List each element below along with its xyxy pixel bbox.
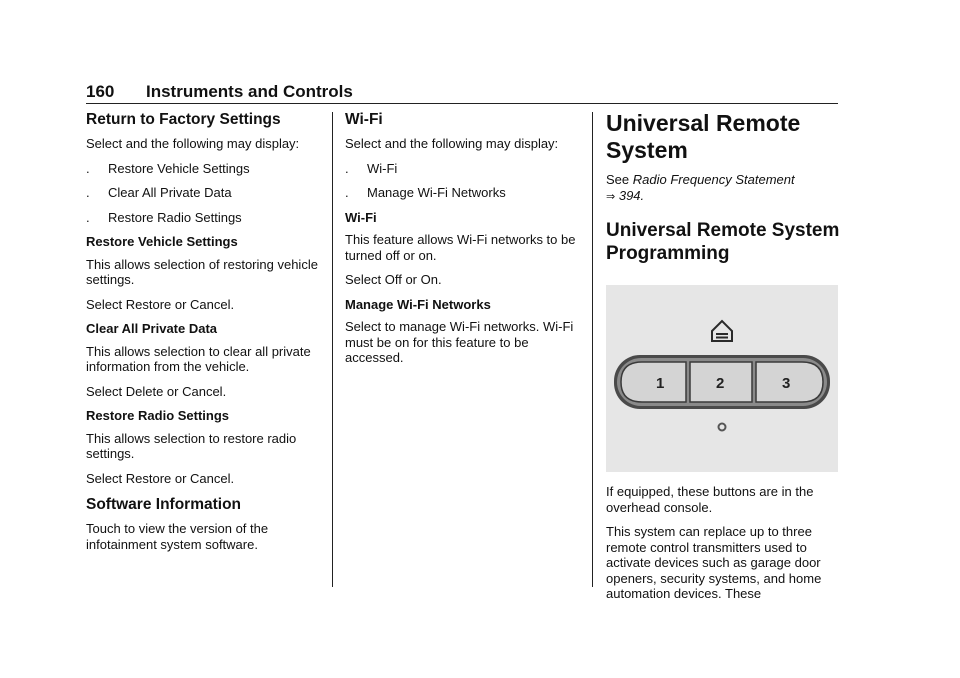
- button-1-label: 1: [656, 375, 665, 392]
- heading-wifi: Wi-Fi: [345, 111, 383, 128]
- column-right: [606, 110, 840, 611]
- subheading: Manage Wi-Fi Networks: [345, 296, 491, 312]
- bullet-text: Manage Wi-Fi Networks: [367, 185, 506, 200]
- remote-button-3[interactable]: [756, 362, 823, 402]
- remote-button-2[interactable]: [690, 362, 752, 402]
- button-2-label: 2: [716, 375, 725, 392]
- paragraph: Select Delete or Cancel.: [86, 383, 227, 399]
- column-left: [86, 110, 318, 561]
- bullet-text: Restore Vehicle Settings: [108, 160, 250, 176]
- paragraph: Select Restore or Cancel.: [86, 470, 235, 486]
- bullet-text: Wi-Fi: [367, 160, 398, 176]
- garage-icon: [712, 321, 732, 341]
- page-header: [86, 82, 838, 104]
- indicator-light-icon: [719, 424, 726, 431]
- paragraph: If equipped, these buttons are in the overhead console.: [606, 484, 814, 515]
- bullet: .: [345, 160, 349, 176]
- list-item: [86, 185, 318, 201]
- list-item: [345, 161, 577, 177]
- bullet: .: [345, 185, 349, 200]
- paragraph: Select to manage Wi-Fi networks. Wi-Fi must be on for this feature to be accessed.: [345, 319, 574, 365]
- subheading: Wi-Fi: [345, 209, 377, 225]
- section-title: Instruments and Controls: [146, 82, 353, 101]
- console-svg: [606, 285, 838, 472]
- bullet: .: [86, 209, 90, 225]
- heading-software-information: Software Information: [86, 496, 242, 513]
- heading-programming: Universal Remote System Programming: [606, 220, 840, 264]
- reference-link[interactable]: Radio Frequency Statement: [632, 172, 795, 187]
- paragraph: Select and the following may display:: [86, 136, 300, 151]
- column-middle: [345, 110, 577, 375]
- list-item: [86, 161, 318, 177]
- bullet: .: [86, 160, 90, 176]
- paragraph: This system can replace up to three remote control transmitters used to activate devices such as garage door openers, security systems, and home automation devices. These: [606, 524, 822, 601]
- remote-button-1[interactable]: [621, 362, 686, 402]
- list-item: [86, 210, 318, 226]
- paragraph: This allows selection to restore radio settings.: [86, 430, 297, 461]
- paragraph: Select and the following may display:: [345, 136, 559, 151]
- bullet: .: [86, 185, 90, 200]
- see-label: See: [606, 172, 630, 187]
- paragraph: Select Off or On.: [345, 272, 442, 287]
- column-divider: [592, 112, 593, 587]
- page-number: 160: [86, 82, 115, 101]
- bullet-text: Clear All Private Data: [108, 185, 232, 200]
- paragraph: This allows selection to clear all private information from the vehicle.: [86, 343, 311, 374]
- bullet-text: Restore Radio Settings: [108, 209, 242, 225]
- page-reference: 394.: [618, 187, 645, 203]
- page-ref-icon: ⇒: [606, 190, 616, 203]
- subheading: Clear All Private Data: [86, 321, 218, 336]
- subheading: Restore Vehicle Settings: [86, 234, 238, 249]
- cross-reference: [606, 172, 840, 205]
- button-3-label: 3: [782, 375, 791, 392]
- heading-factory-settings: Return to Factory Settings: [86, 111, 281, 128]
- subheading: Restore Radio Settings: [86, 408, 230, 423]
- paragraph: Select Restore or Cancel.: [86, 296, 235, 312]
- heading-universal-remote: Universal Remote System: [606, 110, 801, 163]
- column-divider: [332, 112, 333, 587]
- list-item: [345, 185, 577, 201]
- remote-buttons-illustration: [606, 285, 838, 472]
- paragraph: This allows selection of restoring vehicle settings.: [86, 256, 318, 287]
- paragraph: Touch to view the version of the infotainment system software.: [86, 521, 269, 552]
- paragraph: This feature allows Wi-Fi networks to be turned off or on.: [345, 232, 576, 263]
